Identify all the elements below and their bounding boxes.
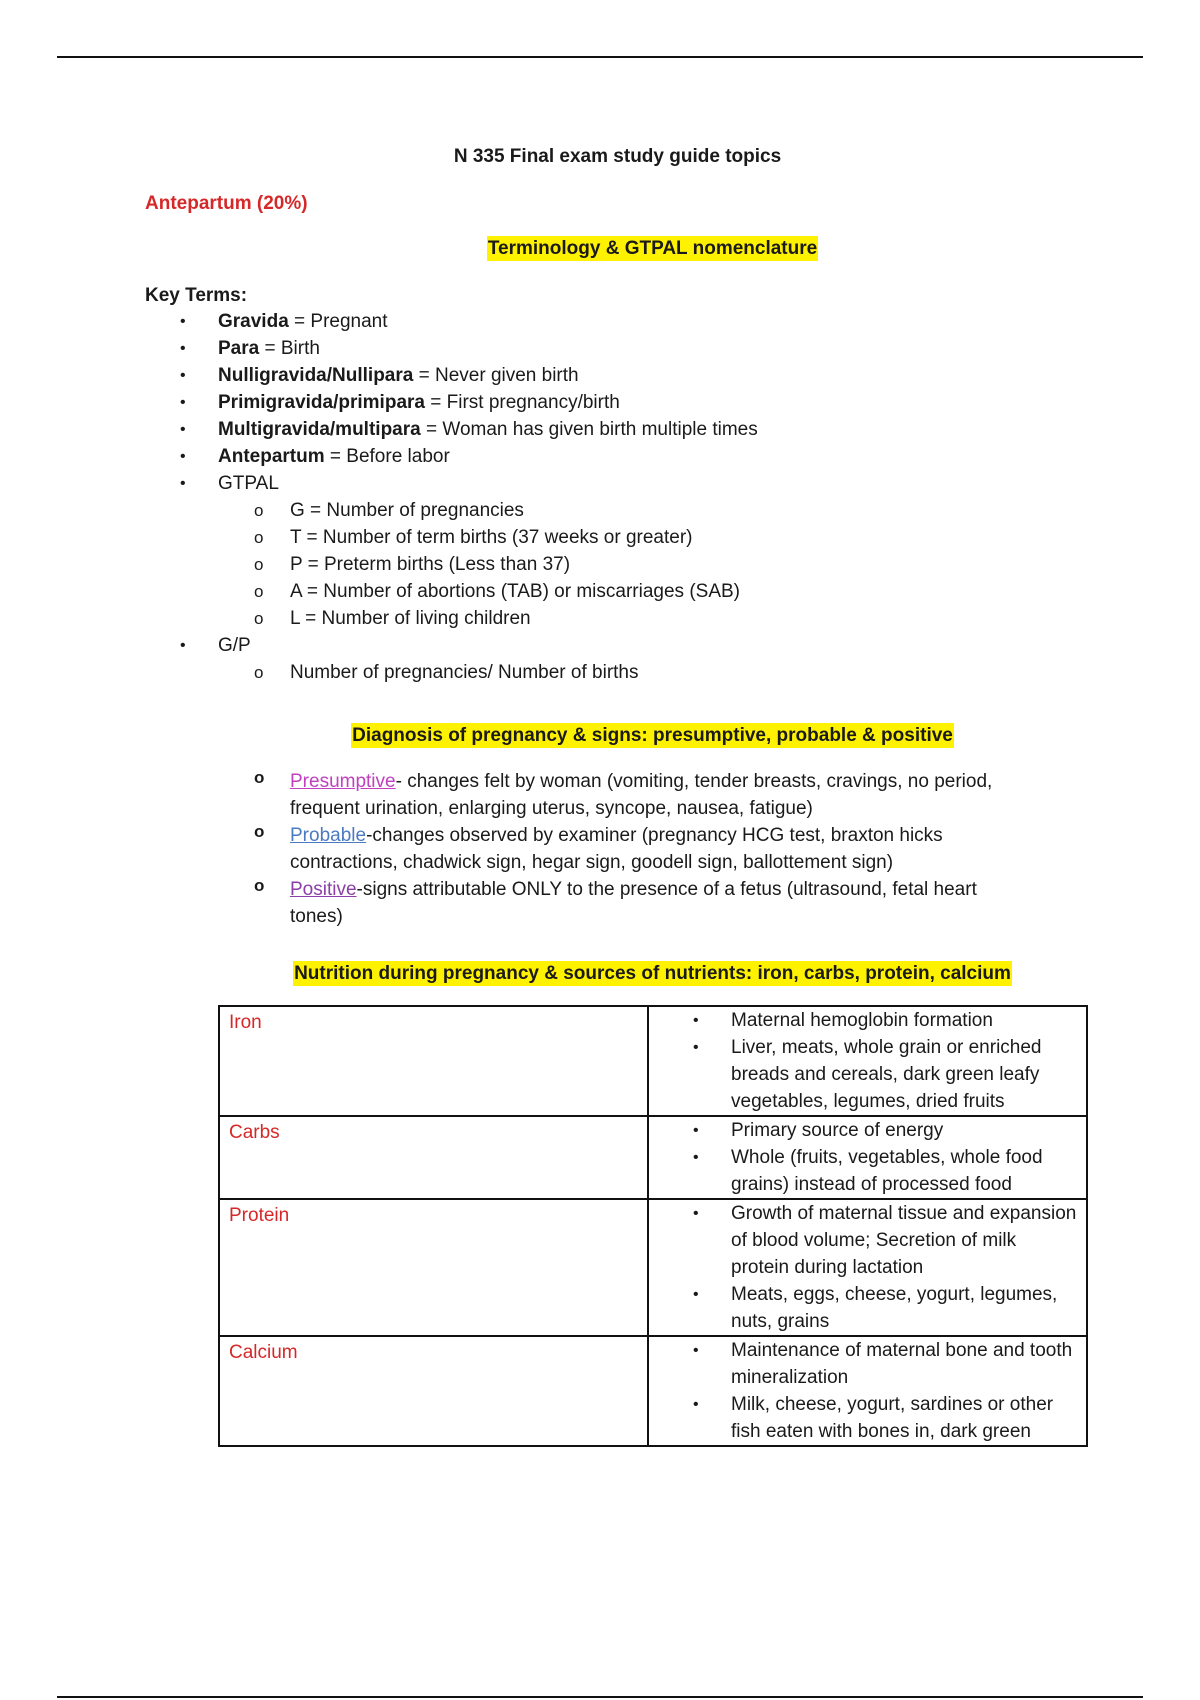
list-item: • Meats, eggs, cheese, yogurt, legumes, nuts, grains bbox=[649, 1281, 1086, 1335]
page-top-rule bbox=[57, 56, 1143, 58]
bullet-icon: • bbox=[180, 394, 186, 411]
nutrition-table bbox=[218, 1005, 1088, 1447]
nutrient-name-cell: Carbs bbox=[219, 1116, 648, 1199]
nutrient-desc-cell bbox=[648, 1199, 1087, 1336]
table-row bbox=[219, 1199, 1087, 1336]
nutrient-name-cell: Calcium bbox=[219, 1336, 648, 1446]
bullet-icon: • bbox=[180, 313, 186, 330]
nutrient-name-cell: Iron bbox=[219, 1006, 648, 1116]
bullet-icon: • bbox=[180, 340, 186, 357]
nutrient-desc-cell bbox=[648, 1336, 1087, 1446]
list-item: • Maintenance of maternal bone and tooth mineralization bbox=[649, 1337, 1086, 1391]
bullet-icon: • bbox=[180, 637, 186, 654]
list-item: • Liver, meats, whole grain or enriched breads and cereals, dark green leafy vegetables, legumes, dried fruits bbox=[649, 1034, 1086, 1115]
bullet-icon: • bbox=[693, 1396, 699, 1413]
list-item: • Maternal hemoglobin formation bbox=[649, 1007, 1086, 1034]
table-row bbox=[219, 1116, 1087, 1199]
list-item: • Whole (fruits, vegetables, whole food grains) instead of processed food bbox=[649, 1144, 1086, 1198]
gp-label: G/P bbox=[218, 635, 251, 656]
sub-bullet-icon: o bbox=[254, 822, 265, 841]
bullet-icon: • bbox=[180, 448, 186, 465]
key-terms-label: Key Terms: bbox=[145, 285, 248, 306]
heading-diagnosis: Diagnosis of pregnancy & signs: presumptive, probable & positive bbox=[352, 725, 953, 746]
table-row bbox=[219, 1336, 1087, 1446]
bullet-icon: • bbox=[693, 1149, 699, 1166]
heading-nutrition: Nutrition during pregnancy & sources of nutrients: iron, carbs, protein, calcium bbox=[294, 963, 1011, 984]
gtpal-label: GTPAL bbox=[218, 473, 279, 494]
sub-bullet-icon: o bbox=[254, 768, 265, 787]
sub-bullet-icon: o bbox=[254, 876, 265, 895]
list-item: • Growth of maternal tissue and expansion of blood volume; Secretion of milk protein during lactation bbox=[649, 1200, 1086, 1281]
list-item: • Milk, cheese, yogurt, sardines or other fish eaten with bones in, dark green bbox=[649, 1391, 1086, 1445]
sub-bullet-icon: o bbox=[254, 555, 264, 574]
bullet-icon: • bbox=[180, 421, 186, 438]
sub-bullet-icon: o bbox=[254, 609, 264, 628]
probable-link[interactable]: Probable bbox=[290, 825, 367, 846]
page-bottom-rule bbox=[57, 1696, 1143, 1698]
bullet-icon: • bbox=[693, 1012, 699, 1029]
positive-link[interactable]: Positive bbox=[290, 879, 357, 900]
sub-bullet-icon: o bbox=[254, 582, 264, 601]
nutrient-desc-cell bbox=[648, 1006, 1087, 1116]
bullet-icon: • bbox=[180, 475, 186, 492]
page-title: N 335 Final exam study guide topics bbox=[453, 146, 782, 167]
list-item: • Primary source of energy bbox=[649, 1117, 1086, 1144]
bullet-icon: • bbox=[693, 1122, 699, 1139]
table-row bbox=[219, 1006, 1087, 1116]
section-antepartum: Antepartum (20%) bbox=[145, 193, 308, 214]
nutrient-desc-cell bbox=[648, 1116, 1087, 1199]
heading-terminology: Terminology & GTPAL nomenclature bbox=[487, 238, 818, 259]
presumptive-link[interactable]: Presumptive bbox=[290, 771, 396, 792]
nutrient-name-cell: Protein bbox=[219, 1199, 648, 1336]
bullet-icon: • bbox=[693, 1342, 699, 1359]
bullet-icon: • bbox=[693, 1205, 699, 1222]
bullet-icon: • bbox=[693, 1039, 699, 1056]
sub-bullet-icon: o bbox=[254, 501, 264, 520]
bullet-icon: • bbox=[180, 367, 186, 384]
sub-bullet-icon: o bbox=[254, 528, 264, 547]
bullet-icon: • bbox=[693, 1286, 699, 1303]
sub-bullet-icon: o bbox=[254, 663, 264, 682]
